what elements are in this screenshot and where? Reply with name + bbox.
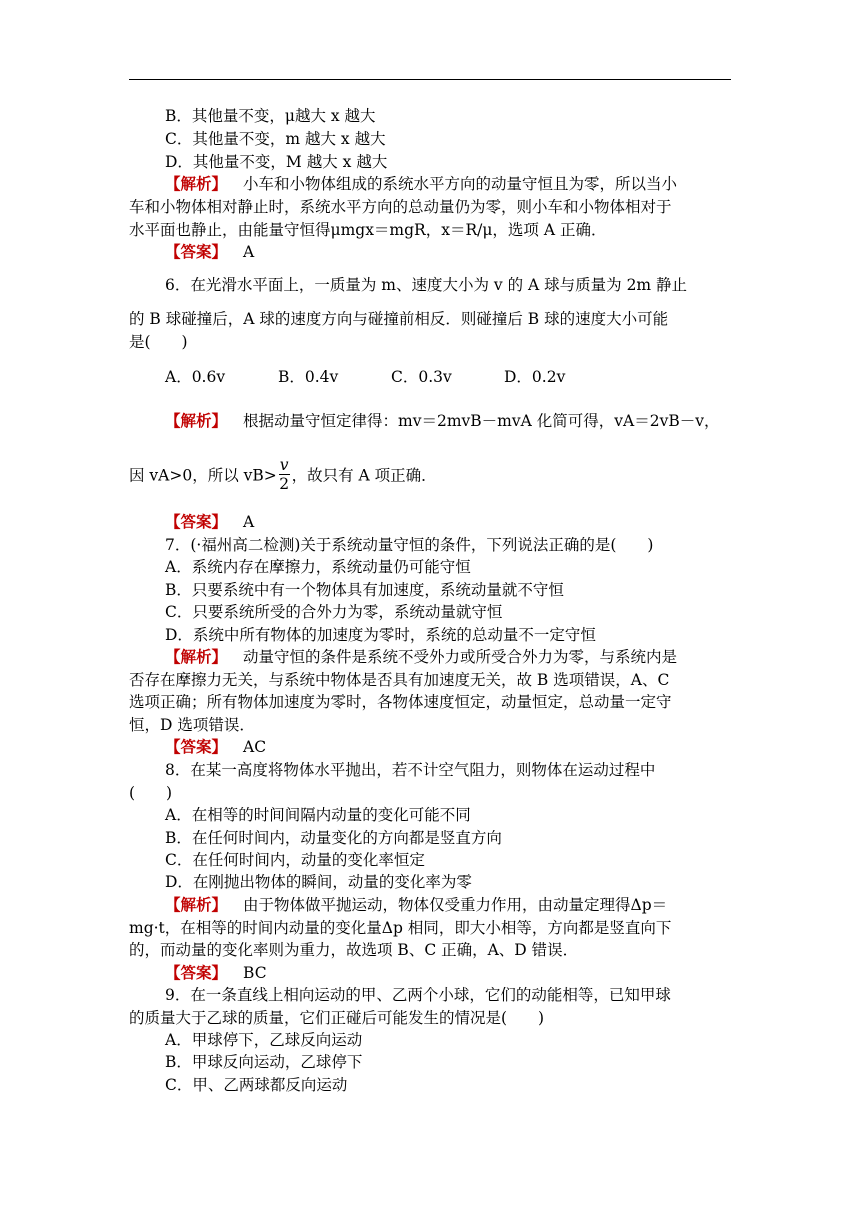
q5-option-c: C．其他量不变，m 越大 x 越大 xyxy=(165,130,386,148)
answer-tag: 【答案】 xyxy=(165,737,228,756)
q9-option-b: B．甲球反向运动，乙球停下 xyxy=(165,1053,363,1071)
q6-stem-line-2: 的 B 球碰撞后，A 球的速度方向与碰撞前相反．则碰撞后 B 球的速度大小可能 xyxy=(129,310,669,328)
analysis-tag: 【解析】 xyxy=(165,895,228,914)
header-rule xyxy=(129,79,731,80)
q9-stem-line-2: 的质量大于乙球的质量，它们正碰后可能发生的情况是( ) xyxy=(129,1009,545,1027)
q6-stem-line-1: 6．在光滑水平面上，一质量为 m、速度大小为 v 的 A 球与质量为 2m 静止 xyxy=(165,276,688,294)
q7-option-c: C．只要系统所受的合外力为零，系统动量就守恒 xyxy=(165,603,503,621)
q6-options xyxy=(165,367,617,387)
q7-analysis-line-2: 否存在摩擦力无关，与系统中物体是否具有加速度无关，故 B 选项错误，A、C xyxy=(129,671,670,689)
q7-stem: 7．(·福州高二检测)关于系统动量守恒的条件，下列说法正确的是( ) xyxy=(165,536,654,554)
q9-option-a: A．甲球停下，乙球反向运动 xyxy=(165,1031,363,1049)
q8-stem-line-1: 8．在某一高度将物体水平抛出，若不计空气阻力，则物体在运动过程中 xyxy=(165,761,656,779)
fraction-v-over-2: $\frac{v}{2}$ xyxy=(279,456,290,493)
q8-stem-line-2: ( ) xyxy=(129,784,173,802)
answer-tag: 【答案】 xyxy=(165,963,228,982)
q5-analysis-line-1: 【解析】 小车和小物体组成的系统水平方向的动量守恒且为零，所以当小 xyxy=(165,174,678,193)
q5-analysis-line-3: 水平面也静止，由能量守恒得μmgx＝mgR，x＝R/μ，选项 A 正确． xyxy=(129,221,607,239)
q8-analysis-line-3: 的，而动量的变化率则为重力，故选项 B、C 正确，A、D 错误． xyxy=(129,941,579,959)
q6-option-b: B．0.4v xyxy=(278,368,339,386)
q5-option-d: D．其他量不变，M 越大 x 越大 xyxy=(165,153,388,171)
q8-option-c: C．在任何时间内，动量的变化率恒定 xyxy=(165,851,425,869)
q9-stem-line-1: 9．在一条直线上相向运动的甲、乙两个小球，它们的动能相等，已知甲球 xyxy=(165,986,671,1004)
q6-option-d: D．0.2v xyxy=(504,368,566,386)
q6-option-c: C．0.3v xyxy=(391,368,452,386)
q8-answer: 【答案】 BC xyxy=(165,963,267,982)
analysis-tag: 【解析】 xyxy=(165,647,228,666)
q6-option-a: A．0.6v xyxy=(165,368,226,386)
q5-analysis-line-2: 车和小物体相对静止时，系统水平方向的总动量仍为零，则小车和小物体相对于 xyxy=(129,198,672,216)
answer-tag: 【答案】 xyxy=(165,512,228,531)
q7-analysis-line-3: 选项正确；所有物体加速度为零时，各物体速度恒定，动量恒定，总动量一定守 xyxy=(129,693,672,711)
q8-option-d: D．在刚抛出物体的瞬间，动量的变化率为零 xyxy=(165,873,472,891)
analysis-tag: 【解析】 xyxy=(165,411,228,430)
answer-tag: 【答案】 xyxy=(165,242,228,261)
q8-analysis-line-2: mg·t，在相等的时间内动量的变化量Δp 相同，即大小相等，方向都是竖直向下 xyxy=(129,919,672,937)
q6-analysis-line-1: 【解析】 根据动量守恒定律得：mv＝2mvB－mvA 化简可得，vA＝2vB－v， xyxy=(165,411,720,430)
q7-option-b: B．只要系统中有一个物体具有加速度，系统动量就不守恒 xyxy=(165,581,564,599)
q7-option-a: A．系统内存在摩擦力，系统动量仍可能守恒 xyxy=(165,558,471,576)
q7-analysis-line-4: 恒，D 选项错误． xyxy=(129,716,255,734)
q6-answer: 【答案】 A xyxy=(165,512,255,531)
q5-option-b: B．其他量不变，μ越大 x 越大 xyxy=(165,107,376,125)
q6-stem-line-3: 是( ) xyxy=(129,333,188,351)
q8-analysis-line-1: 【解析】 由于物体做平抛运动，物体仅受重力作用，由动量定理得Δp＝ xyxy=(165,895,668,914)
analysis-tag: 【解析】 xyxy=(165,174,228,193)
q8-option-b: B．在任何时间内，动量变化的方向都是竖直方向 xyxy=(165,829,502,847)
q7-analysis-line-1: 【解析】 动量守恒的条件是系统不受外力或所受合外力为零，与系统内是 xyxy=(165,647,678,666)
q7-option-d: D．系统中所有物体的加速度为零时，系统的总动量不一定守恒 xyxy=(165,626,596,644)
q6-analysis-line-2: 因 vA>0，所以 vB> $\frac{v}{2}$ ，故只有 A 项正确． xyxy=(129,456,437,493)
q8-option-a: A．在相等的时间间隔内动量的变化可能不同 xyxy=(165,806,471,824)
q7-answer: 【答案】 AC xyxy=(165,737,267,756)
q9-option-c: C．甲、乙两球都反向运动 xyxy=(165,1076,348,1094)
q5-answer: 【答案】 A xyxy=(165,242,255,261)
